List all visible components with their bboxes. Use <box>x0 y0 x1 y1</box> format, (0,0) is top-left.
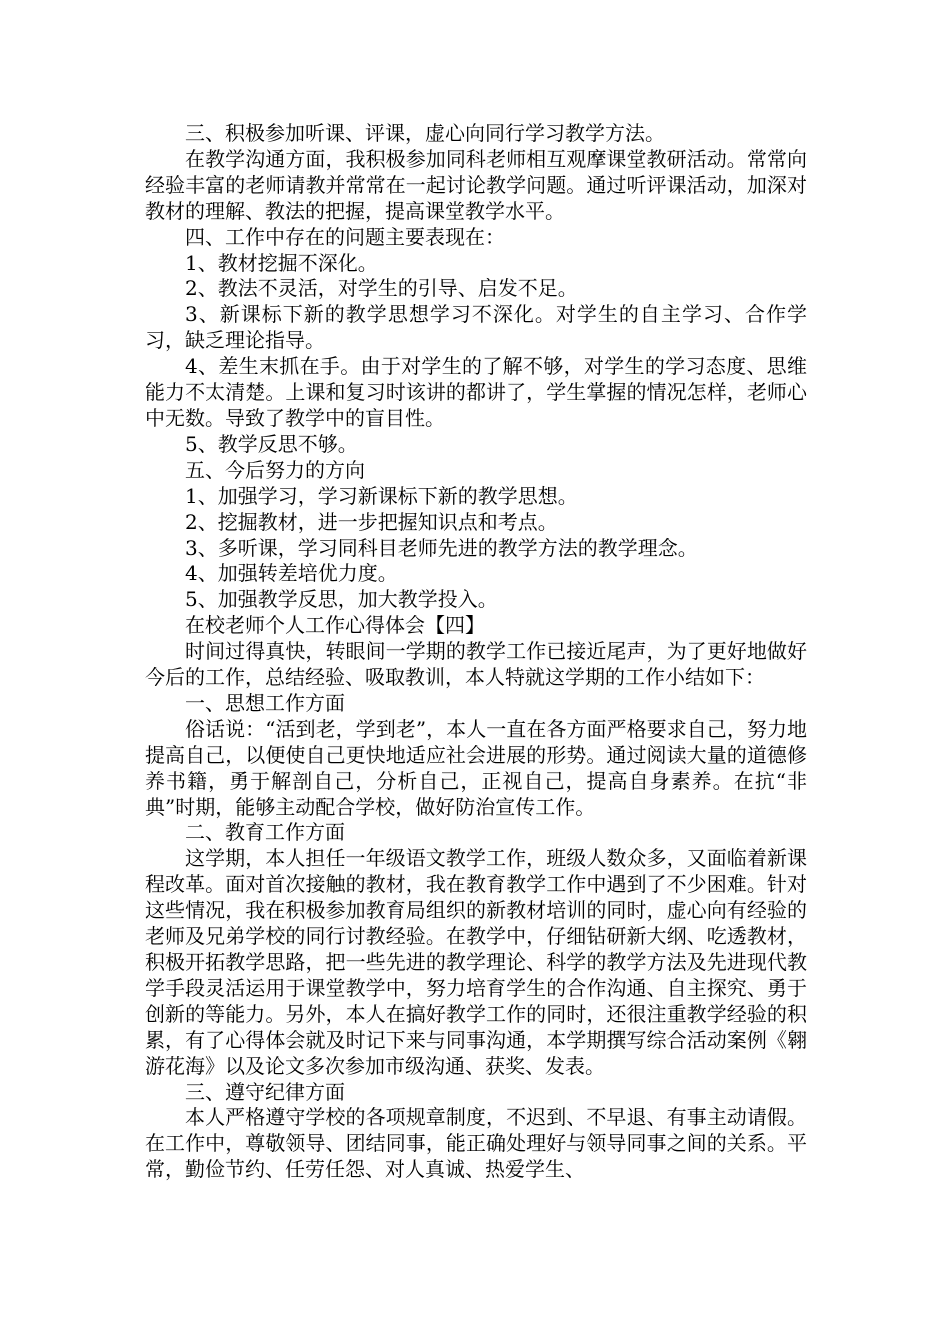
paragraph-problem-5: 5、教学反思不够。 <box>185 431 358 456</box>
paragraph-future-4: 4、加强转差培优力度。 <box>185 561 398 586</box>
paragraph-problem-1: 1、教材挖掘不深化。 <box>185 250 378 275</box>
paragraph-future-1: 1、加强学习，学习新课标下新的教学思想。 <box>185 483 578 508</box>
paragraph-future-5: 5、加强教学反思，加大教学投入。 <box>185 587 498 612</box>
paragraph-discipline: 本人严格遵守学校的各项规章制度，不迟到、不早退、有事主动请假。在工作中，尊敬领导、团结同事，能正确处理好与领导同事之间的关系。平常，勤俭节约、任劳任怨、对人真诚、热爱学生、 <box>145 1105 807 1182</box>
paragraph-problem-3: 3、新课标下新的教学思想学习不深化。对学生的自主学习、合作学习，缺乏理论指导。 <box>145 302 807 353</box>
paragraph-thought-work: 俗话说：“活到老，学到老”，本人一直在各方面严格要求自己，努力地提高自己，以便使自己更快地适应社会进展的形势。通过阅读大量的道德修养书籍，勇于解剖自己，分析自己，正视自己，提高自身素养。在抗“非典”时期，能够主动配合学校，做好防治宣传工作。 <box>145 716 807 819</box>
paragraph-heading-5-future: 五、今后努力的方向 <box>185 457 365 482</box>
paragraph-teaching-communication: 在教学沟通方面，我积极参加同科老师相互观摩课堂教研活动。常常向经验丰富的老师请教并常常在一起讨论教学问题。通过听评课活动，加深对教材的理解、教法的把握，提高课堂教学水平。 <box>145 146 807 223</box>
paragraph-heading-4-problems: 四、工作中存在的问题主要表现在： <box>185 224 505 249</box>
paragraph-future-3: 3、多听课，学习同科目老师先进的教学方法的教学理念。 <box>185 535 698 560</box>
paragraph-education-work: 这学期，本人担任一年级语文教学工作，班级人数众多，又面临着新课程改革。面对首次接触的教材，我在教育教学工作中遇到了不少困难。针对这些情况，我在积极参加教育局组织的新教材培训的同时，虚心向有经验的老师及兄弟学校的同行讨教经验。在教学中，仔细钻研新大纲、吃透教材，积极开拓教学思路，把一些先进的教学理论、科学的教学方法及先进现代教学手段灵活运用于课堂教学中，努力培育学生的合作沟通、自主探究、勇于创新的等能力。另外，本人在搞好教学工作的同时，还很注重教学经验的积累，有了心得体会就及时记下来与同事沟通，本学期撰写综合活动案例《翱游花海》以及论文多次参加市级沟通、获奖、发表。 <box>145 846 807 1078</box>
paragraph-heading-3-discipline: 三、遵守纪律方面 <box>185 1079 345 1104</box>
document-body <box>145 121 807 1183</box>
paragraph-problem-4: 4、差生末抓在手。由于对学生的了解不够，对学生的学习态度、思维能力不太清楚。上课和复习时该讲的都讲了，学生掌握的情况怎样，老师心中无数。导致了教学中的盲目性。 <box>145 354 807 430</box>
paragraph-intro: 时间过得真快，转眼间一学期的教学工作已接近尾声，为了更好地做好今后的工作，总结经验、吸取教训，本人特就这学期的工作小结如下： <box>145 639 807 690</box>
paragraph-future-2: 2、挖掘教材，进一步把握知识点和考点。 <box>185 509 558 534</box>
paragraph-heading-3-listen-lessons: 三、积极参加听课、评课，虚心向同行学习教学方法。 <box>185 121 665 145</box>
paragraph-problem-2: 2、教法不灵活，对学生的引导、启发不足。 <box>185 276 578 301</box>
section-title-part-4: 在校老师个人工作心得体会【四】 <box>185 613 485 638</box>
paragraph-heading-1-thought: 一、思想工作方面 <box>185 690 345 715</box>
paragraph-heading-2-education: 二、教育工作方面 <box>185 820 345 845</box>
